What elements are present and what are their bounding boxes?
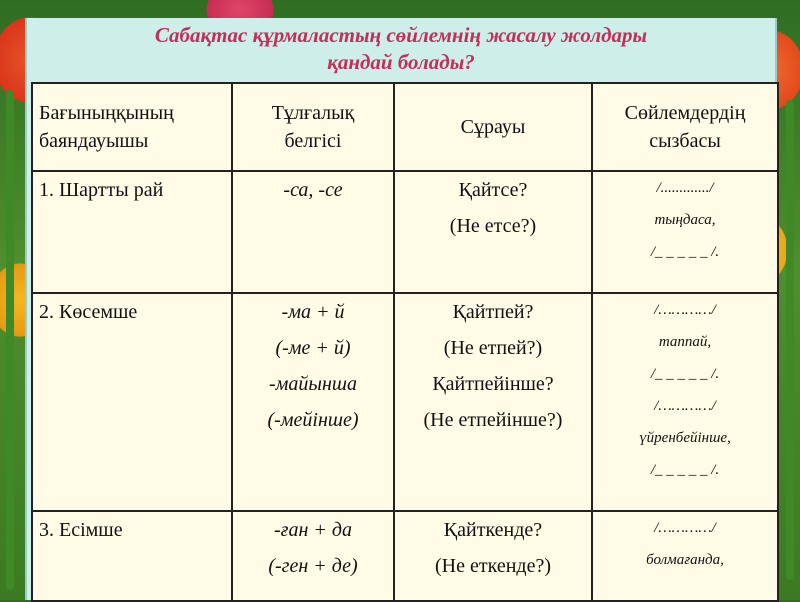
header-text: Сұрауы (460, 116, 526, 138)
row-question-cell (394, 293, 592, 511)
scheme-text: /............./ (656, 180, 714, 196)
header-text: Тұлғалық (271, 102, 355, 124)
question-text: Қайтпей? (452, 301, 534, 323)
table-row (32, 511, 778, 601)
title-line-1: Сабақтас құрмаластың сөйлемнің жасалу жолдары (154, 23, 648, 47)
slide-panel (25, 18, 777, 600)
marker-text: (-мейінше) (267, 409, 359, 431)
header-text: баяндауышы (39, 130, 149, 152)
row-scheme-cell (592, 293, 778, 511)
question-text: (Не етпейінше?) (423, 409, 563, 431)
header-text: Сөйлемдердің (624, 102, 746, 124)
scheme-text: /…………/ (654, 302, 716, 318)
marker-text: -ған + да (274, 519, 352, 541)
question-text: (Не етсе?) (449, 215, 537, 237)
marker-text: -майынша (269, 373, 357, 395)
row-marker-cell (232, 511, 394, 601)
question-text: Қайткенде? (443, 519, 543, 541)
marker-text: (-ген + де) (268, 555, 358, 577)
flower-stem (786, 100, 794, 580)
scheme-text: /…………/ (654, 398, 716, 414)
flower-stem (6, 90, 14, 590)
marker-text: (-ме + й) (275, 337, 351, 359)
row-scheme-cell (592, 511, 778, 601)
scheme-text: /_ _ _ _ _ /. (650, 366, 720, 382)
row-type-cell (32, 171, 232, 293)
table-row (32, 293, 778, 511)
question-text: (Не еткенде?) (435, 555, 551, 577)
header-text: белгісі (284, 130, 342, 152)
row-type: 2. Көсемше (39, 301, 138, 323)
table-row (32, 171, 778, 293)
row-type: 3. Есімше (39, 519, 123, 541)
row-marker-cell (232, 171, 394, 293)
header-marker (232, 83, 394, 171)
table-header-row (32, 83, 778, 171)
scheme-text: болмағанда, (646, 552, 724, 568)
row-type-cell (32, 511, 232, 601)
question-text: Қайтсе? (458, 179, 528, 201)
title-line-2: қандай болады? (327, 50, 475, 74)
grammar-table (31, 82, 779, 602)
header-question (394, 83, 592, 171)
scheme-text: таппай, (658, 334, 712, 350)
question-text: Қайтпейінше? (432, 373, 554, 395)
scheme-text: үйренбейінше, (639, 430, 731, 446)
scheme-text: тыңдаса, (654, 212, 716, 228)
row-type: 1. Шартты рай (39, 179, 164, 201)
scheme-text: /_ _ _ _ _ /. (650, 462, 720, 478)
row-type-cell (32, 293, 232, 511)
marker-text: -са, -се (283, 179, 343, 201)
row-question-cell (394, 171, 592, 293)
header-scheme (592, 83, 778, 171)
header-text: Бағыныңқының (39, 102, 174, 124)
question-text: (Не етпей?) (443, 337, 543, 359)
marker-text: -ма + й (281, 301, 345, 323)
row-question-cell (394, 511, 592, 601)
row-scheme-cell (592, 171, 778, 293)
scheme-text: /…………/ (654, 520, 716, 536)
row-marker-cell (232, 293, 394, 511)
slide-title (27, 22, 775, 76)
header-text: сызбасы (649, 130, 721, 152)
header-predicate (32, 83, 232, 171)
scheme-text: /_ _ _ _ _ /. (650, 244, 720, 260)
